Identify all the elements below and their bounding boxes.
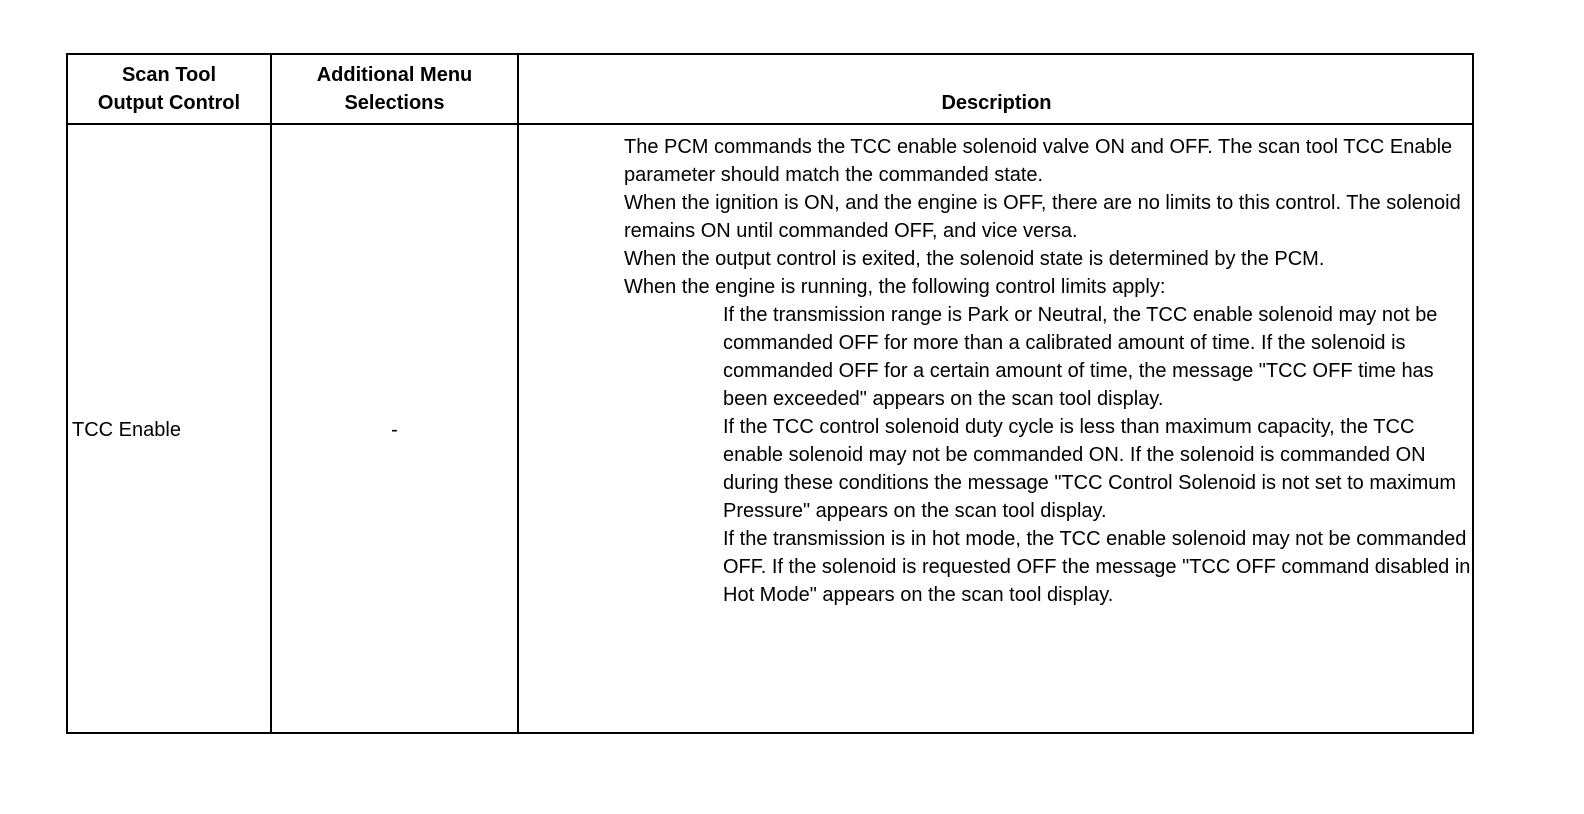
control-limit-item: If the transmission is in hot mode, the TCC enable solenoid may not be commanded OFF. If the solenoid is requested OFF the message "TCC OFF command disabled in Hot Mode" appears on the scan tool display. [723, 528, 1471, 606]
description-paragraph: The PCM commands the TCC enable solenoid valve ON and OFF. The scan tool TCC Enable parameter should match the commanded state. [624, 136, 1453, 186]
cell-description [624, 133, 1472, 609]
header-additional-menu [272, 55, 517, 123]
control-limit-item: If the TCC control solenoid duty cycle is less than maximum capacity, the TCC enable solenoid may not be commanded ON. If the solenoid is commanded ON during these conditions the message "TCC Control Solenoid is not set to maximum Pressure" appears on the scan tool display. [723, 416, 1457, 522]
header-output-control-line1: Scan Tool [121, 64, 217, 86]
header-output-control-line2: Output Control [97, 92, 241, 114]
column-divider [517, 55, 519, 732]
column-divider [270, 55, 272, 732]
output-control-table [66, 53, 1474, 734]
header-additional-menu-line2: Selections [344, 92, 445, 114]
header-description: Description [941, 92, 1052, 114]
description-paragraph: When the engine is running, the following control limits apply: [624, 276, 1166, 298]
description-paragraph: When the output control is exited, the solenoid state is determined by the PCM. [624, 248, 1325, 270]
description-paragraph: When the ignition is ON, and the engine is OFF, there are no limits to this control. The solenoid remains ON until commanded OFF, and vice versa. [624, 192, 1461, 242]
header-output-control [68, 55, 270, 123]
table-header-row [68, 55, 1472, 125]
header-additional-menu-line1: Additional Menu [316, 64, 473, 86]
cell-additional-menu: - [391, 419, 398, 441]
cell-output-control: TCC Enable [72, 419, 181, 441]
control-limit-item: If the transmission range is Park or Neutral, the TCC enable solenoid may not be commanded OFF for more than a calibrated amount of time. If the solenoid is commanded OFF for a certain amount of time, the message "TCC OFF time has been exceeded" appears on the scan tool display. [723, 304, 1438, 410]
